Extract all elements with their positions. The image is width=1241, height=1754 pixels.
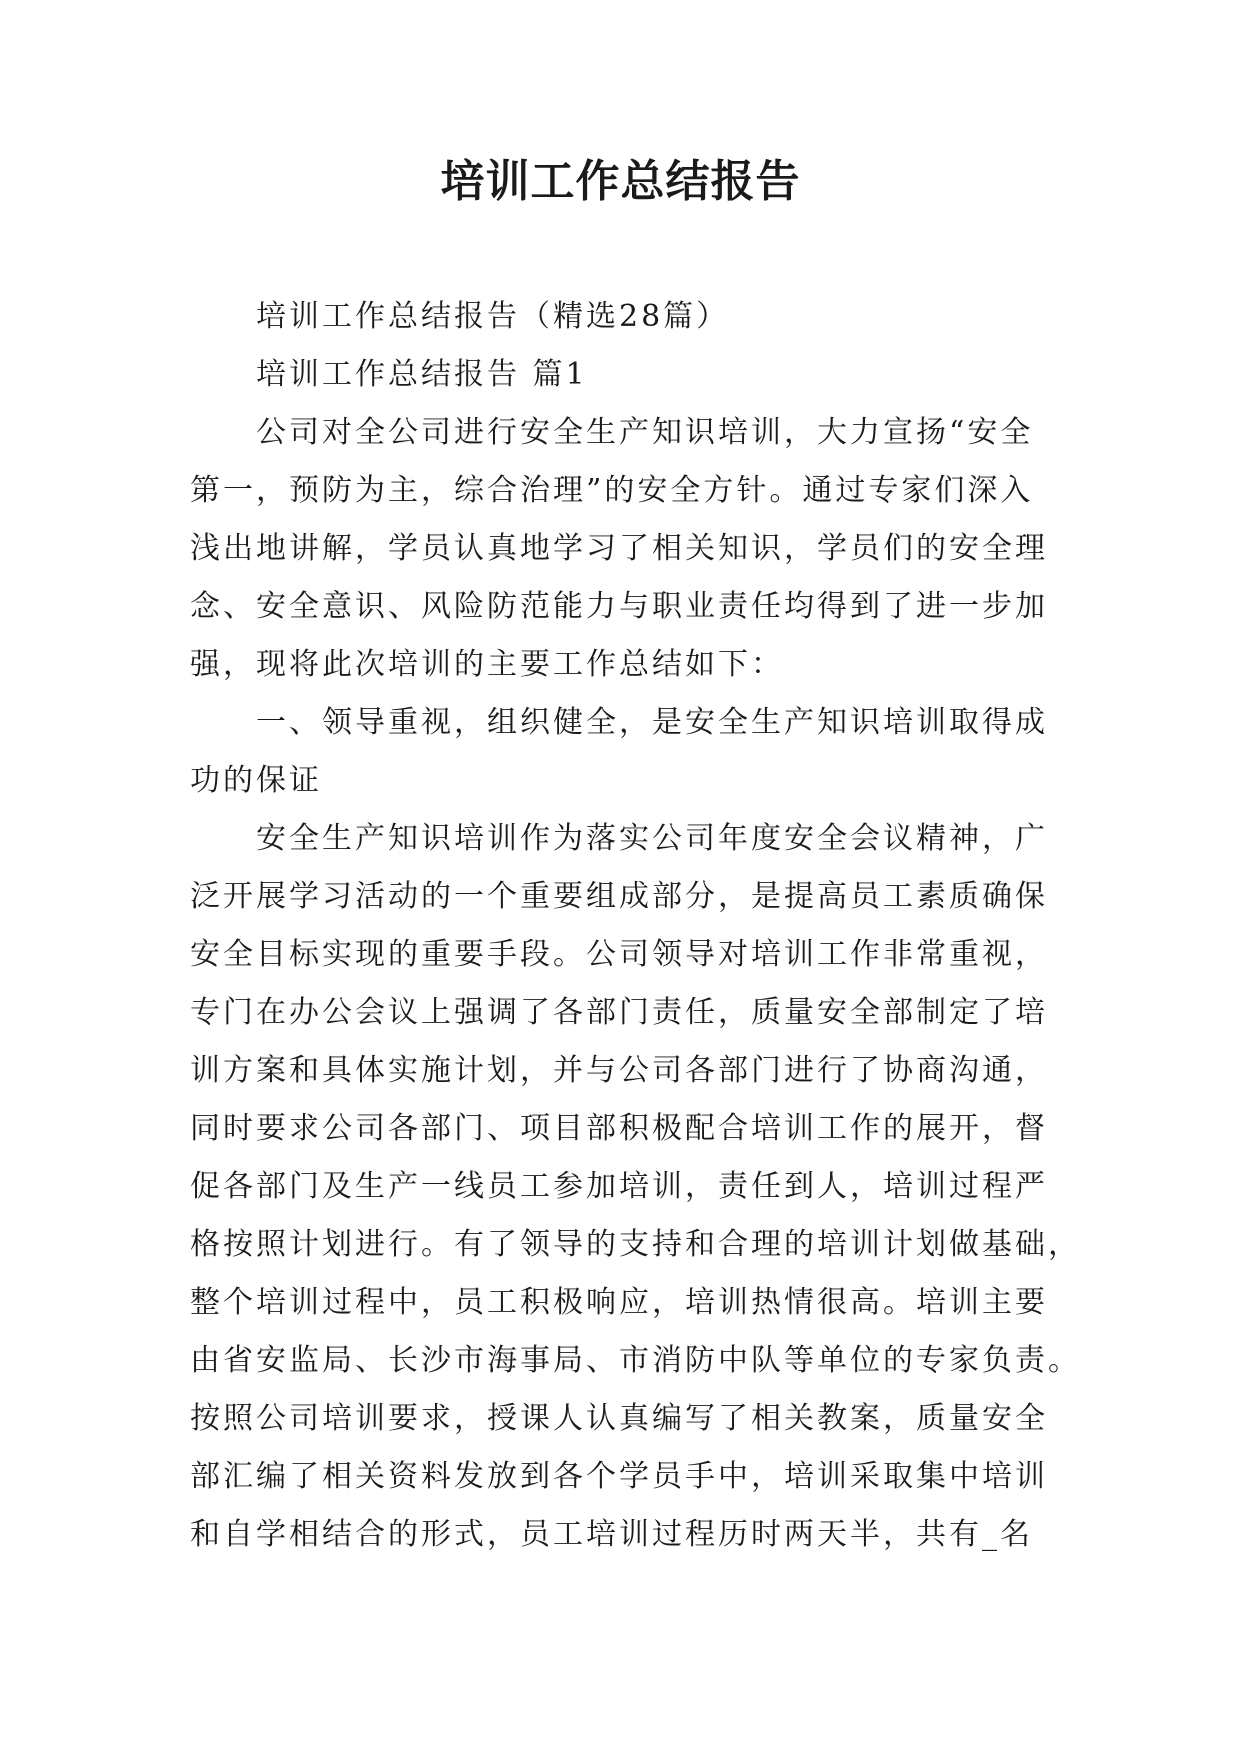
- document-title: 培训工作总结报告: [440, 156, 801, 207]
- body-line: 格按照计划进行。有了领导的支持和合理的培训计划做基础，: [190, 1227, 1081, 1262]
- body-line: 专门在办公会议上强调了各部门责任，质量安全部制定了培: [190, 995, 1048, 1030]
- body-line: 培训工作总结报告（精选28篇）: [256, 299, 730, 334]
- body-line: 和自学相结合的形式，员工培训过程历时两天半，共有_名: [190, 1517, 1033, 1552]
- body-line: 功的保证: [190, 763, 322, 798]
- body-line: 由省安监局、长沙市海事局、市消防中队等单位的专家负责。: [190, 1343, 1081, 1378]
- document-body: [190, 288, 1081, 1564]
- body-line: 安全目标实现的重要手段。公司领导对培训工作非常重视，: [190, 937, 1048, 972]
- body-line: 第一，预防为主，综合治理”的安全方针。通过专家们深入: [190, 473, 1034, 508]
- body-line: 整个培训过程中，员工积极响应，培训热情很高。培训主要: [190, 1285, 1048, 1320]
- body-line: 浅出地讲解，学员认真地学习了相关知识，学员们的安全理: [190, 531, 1048, 566]
- body-line: 部汇编了相关资料发放到各个学员手中，培训采取集中培训: [190, 1459, 1048, 1494]
- body-line: 念、安全意识、风险防范能力与职业责任均得到了进一步加: [190, 589, 1048, 624]
- body-line: 泛开展学习活动的一个重要组成部分，是提高员工素质确保: [190, 879, 1048, 914]
- body-line: 安全生产知识培训作为落实公司年度安全会议精神，广: [256, 821, 1048, 856]
- body-line: 按照公司培训要求，授课人认真编写了相关教案，质量安全: [190, 1401, 1048, 1436]
- body-line: 培训工作总结报告 篇1: [256, 357, 588, 392]
- body-line: 促各部门及生产一线员工参加培训，责任到人，培训过程严: [190, 1169, 1048, 1204]
- body-line: 训方案和具体实施计划，并与公司各部门进行了协商沟通，: [190, 1053, 1048, 1088]
- body-line: 同时要求公司各部门、项目部积极配合培训工作的展开，督: [190, 1111, 1048, 1146]
- body-line: 强，现将此次培训的主要工作总结如下：: [190, 647, 784, 682]
- body-line: 一、领导重视，组织健全，是安全生产知识培训取得成: [256, 705, 1048, 740]
- body-line: 公司对全公司进行安全生产知识培训，大力宣扬“安全: [256, 415, 1034, 450]
